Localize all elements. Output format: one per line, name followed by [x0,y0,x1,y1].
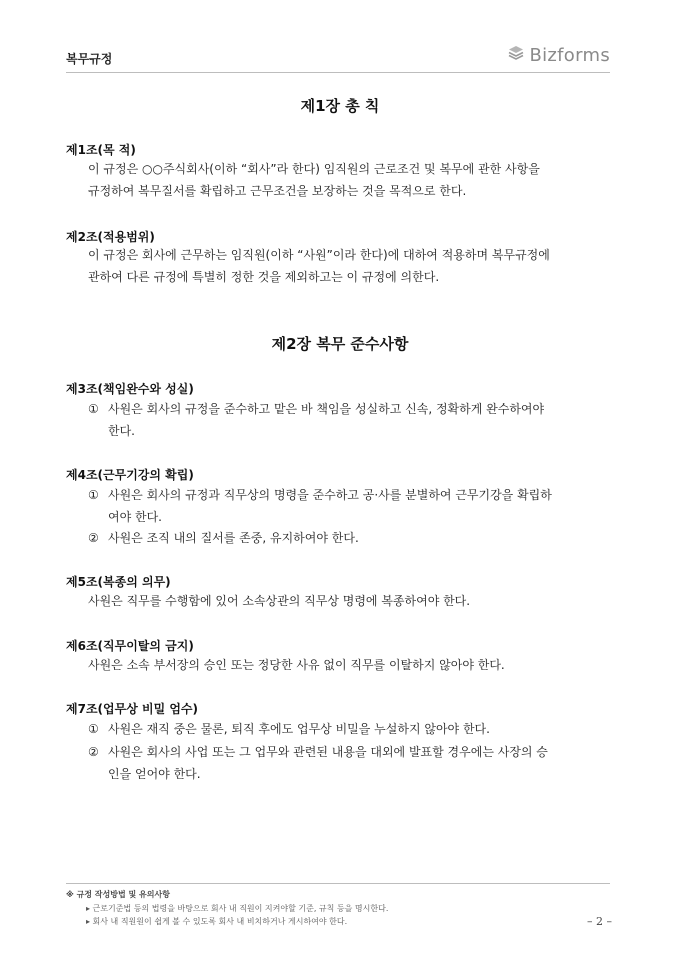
document-title: 복무규정 [66,52,113,66]
stacked-layers-icon [507,44,525,66]
numbered-clause [88,527,610,549]
footer-heading: ※ 규정 작성방법 및 유의사항 [66,890,170,899]
numbered-clause [88,718,610,740]
body-line: 사원은 회사의 사업 또는 그 업무와 관련된 내용을 대외에 발표할 경우에는 사장의 승 [108,745,548,759]
article-title: 제2조(적용범위) [66,230,155,244]
article-title: 제1조(목 적) [66,143,136,157]
clause-number: ① [88,722,99,736]
bizforms-logo [507,44,610,66]
clause-number: ② [88,531,99,545]
article-body [88,244,610,288]
body-line: 규정하여 복무질서를 확립하고 근무조건을 보장하는 것을 목적으로 한다. [88,184,467,198]
page-header [66,44,610,72]
chapter-title: 제1장 총 칙 [300,97,380,115]
article-title: 제7조(업무상 비밀 엄수) [66,702,199,716]
article-body [88,158,610,202]
article-body [88,590,610,612]
body-line: 사원은 소속 부서장의 승인 또는 정당한 사유 없이 직무를 이탈하지 않아야 한다. [88,658,505,672]
article-body [88,654,610,676]
footer-divider [66,883,610,884]
clause-number: ② [88,745,99,759]
article-title: 제6조(직무이탈의 금지) [66,639,194,653]
article-title: 제5조(복종의 의무) [66,575,171,589]
clause-number: ① [88,488,99,502]
footer-note: ▸ 근로기준법 등의 법령을 바탕으로 회사 내 직원이 지켜야할 기준, 규칙 등을 명시한다. [86,904,389,913]
article-title: 제4조(근무기강의 확립) [66,468,194,482]
body-line: 사원은 회사의 규정을 준수하고 맡은 바 책임을 성실하고 신속, 정확하게 완수하여야 [108,402,545,416]
body-line: 사원은 재직 중은 물론, 퇴직 후에도 업무상 비밀을 누설하지 않아야 한다. [108,722,490,736]
numbered-clause [88,741,610,785]
body-line: 관하여 다른 규정에 특별히 정한 것을 제외하고는 이 규정에 의한다. [88,270,440,284]
footer-note: ▸ 회사 내 직원원이 쉽게 볼 수 있도록 회사 내 비치하거나 게시하여야 한다. [86,917,348,926]
body-line: 사원은 조직 내의 질서를 존중, 유지하여야 한다. [108,531,359,545]
chapter-title: 제2장 복무 준수사항 [271,335,409,353]
body-line: 사원은 직무를 수행함에 있어 소속상관의 직무상 명령에 복종하여야 한다. [88,594,471,608]
body-line: 사원은 회사의 규정과 직무상의 명령을 준수하고 공·사를 분별하여 근무기강을 확립하 [108,488,552,502]
page-number: – 2 – [587,915,612,928]
logo-text: Bizforms [529,44,610,66]
article-title: 제3조(책임완수와 성실) [66,382,194,396]
clause-number: ① [88,402,99,416]
body-line: 한다. [108,424,135,438]
body-line: 이 규정은 회사에 근무하는 임직원(이하 “사원”이라 한다)에 대하여 적용하며 복무규정에 [88,248,550,262]
numbered-clause [88,484,610,528]
body-line: 여야 한다. [108,510,162,524]
body-line: 이 규정은 ○○주식회사(이하 “회사”라 한다) 임직원의 근로조건 및 복무에 관한 사항을 [88,162,540,176]
numbered-clause [88,398,610,442]
header-divider [66,72,610,73]
body-line: 인을 얻어야 한다. [108,767,201,781]
